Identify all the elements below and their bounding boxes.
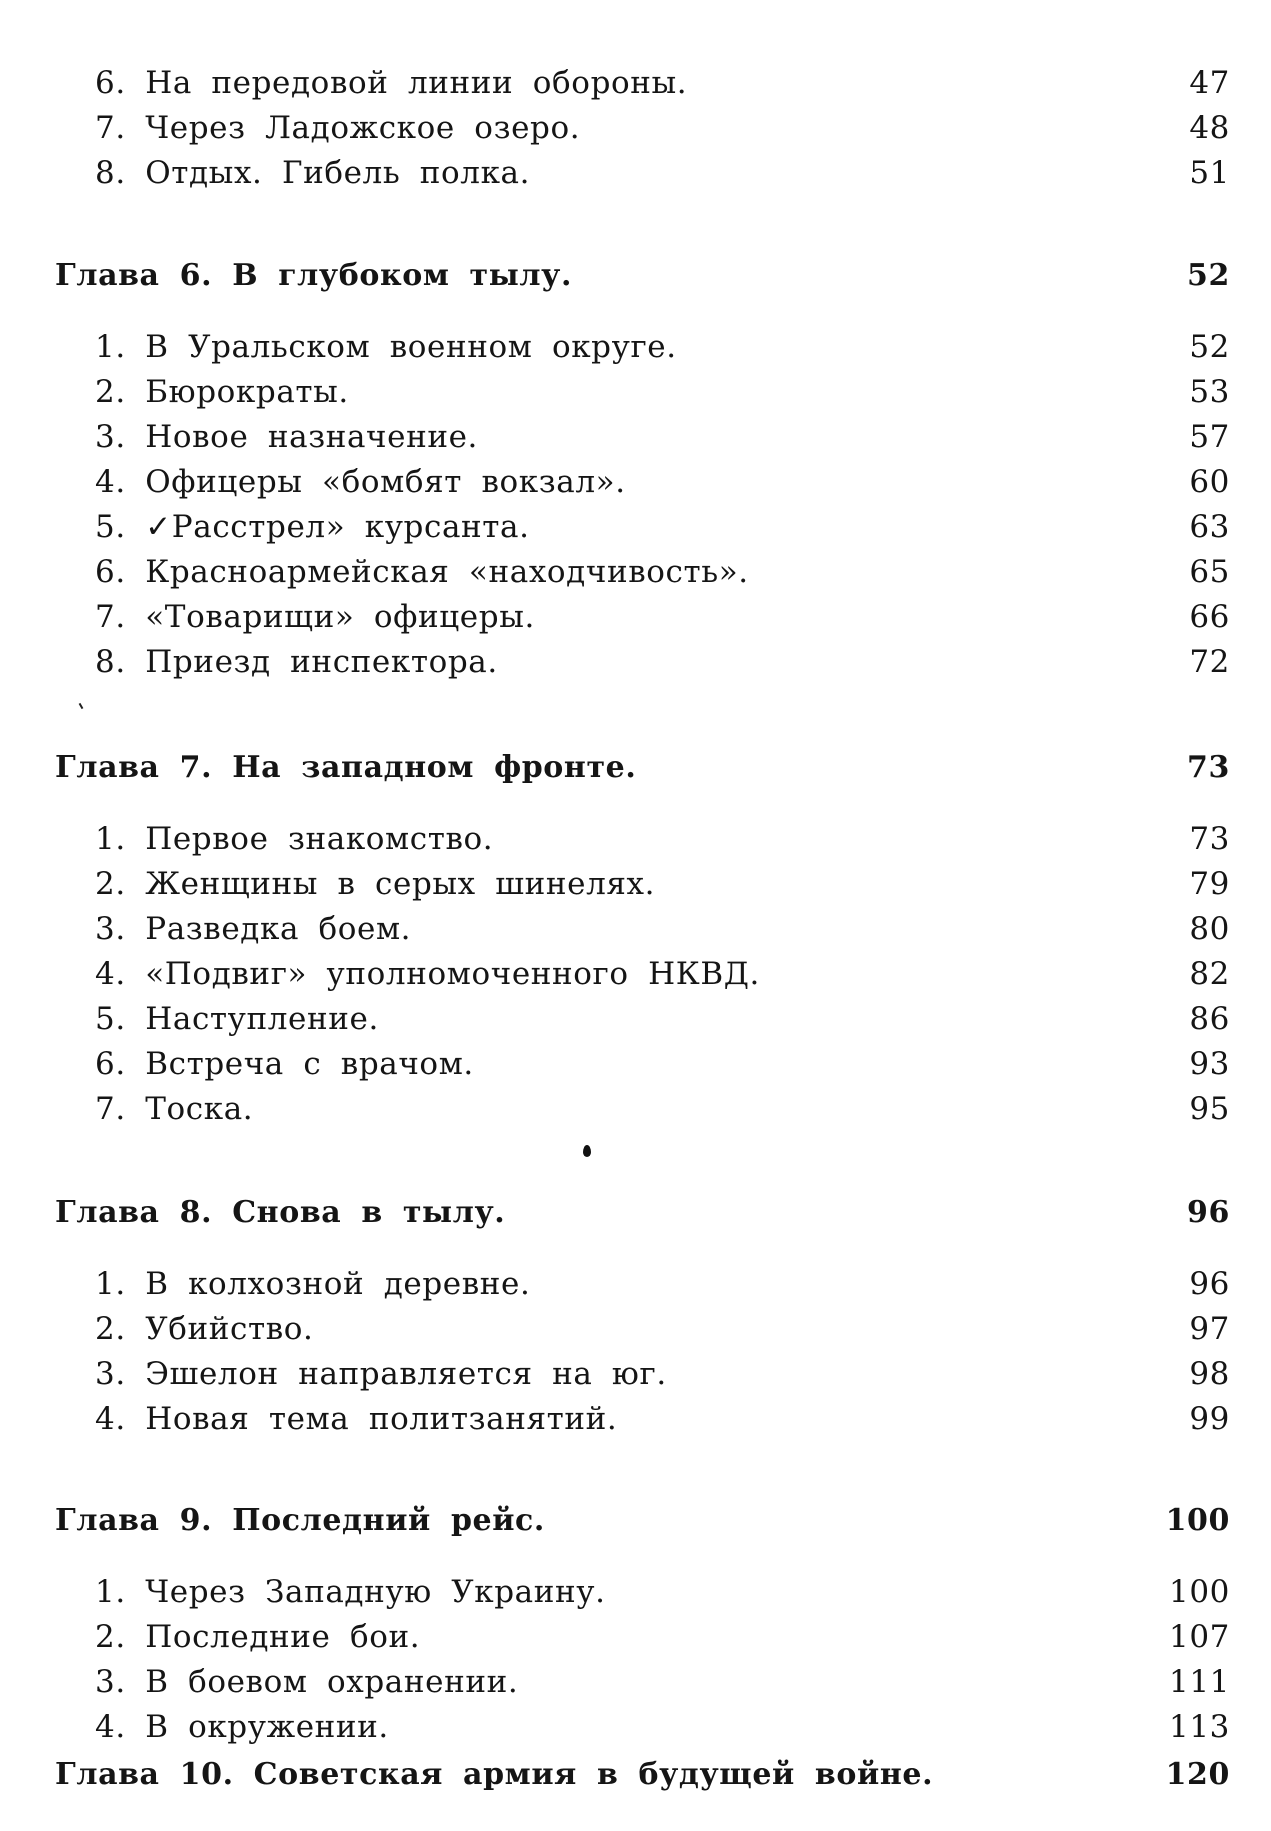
toc-item-label: 6. Встреча с врачом.: [95, 1046, 474, 1082]
toc-item-page: 66: [1189, 599, 1230, 635]
toc-item-label: 6. Красноармейская «находчивость».: [95, 554, 749, 590]
toc-item: [55, 1570, 1230, 1614]
toc-item-page: 97: [1189, 1311, 1230, 1347]
toc-item-page: 107: [1169, 1619, 1230, 1655]
toc-item: [55, 1307, 1230, 1351]
toc-item-label: 2. Женщины в серых шинелях.: [95, 866, 656, 902]
toc-item-page: 60: [1189, 464, 1230, 500]
toc-item: [55, 1262, 1230, 1306]
toc-chapter-label: Глава 9. Последний рейс.: [55, 1502, 545, 1538]
toc-item-page: 99: [1189, 1401, 1230, 1437]
toc-item-label: 7. Через Ладожское озеро.: [95, 110, 581, 146]
ink-blot: [583, 1145, 591, 1157]
toc-chapter-label: Глава 7. На западном фронте.: [55, 749, 637, 785]
toc-chapter-label: Глава 8. Снова в тылу.: [55, 1194, 506, 1230]
toc-item-label: 3. Новое назначение.: [95, 419, 479, 455]
toc-item: [55, 106, 1230, 150]
toc-item-label: 6. На передовой линии обороны.: [95, 65, 688, 101]
toc-item: [55, 640, 1230, 684]
toc-item: [55, 325, 1230, 369]
toc-item-page: 53: [1189, 374, 1230, 410]
toc-item-page: 80: [1189, 911, 1230, 947]
toc-item-label: 7. «Товарищи» офицеры.: [95, 599, 535, 635]
toc-chapter-heading: [55, 1752, 1230, 1796]
toc-item: [55, 1705, 1230, 1749]
toc-item-page: 95: [1189, 1091, 1230, 1127]
toc-item: [55, 997, 1230, 1041]
toc-item-label: 2. Бюрократы.: [95, 374, 349, 410]
toc-item: [55, 862, 1230, 906]
toc-item-page: 93: [1189, 1046, 1230, 1082]
toc-item-page: 65: [1189, 554, 1230, 590]
toc-item-label: 8. Отдых. Гибель полка.: [95, 155, 531, 191]
toc-item-label: 3. Эшелон направляется на юг.: [95, 1356, 667, 1392]
toc-chapter-heading: [55, 1498, 1230, 1542]
toc-item-label: 1. Первое знакомство.: [95, 821, 494, 857]
toc-item: [55, 817, 1230, 861]
toc-item-label: 1. В Уральском военном округе.: [95, 329, 677, 365]
toc-chapter-heading: [55, 253, 1230, 297]
toc-item-label: 3. В боевом охранении.: [95, 1664, 519, 1700]
toc-item-label: 1. Через Западную Украину.: [95, 1574, 606, 1610]
toc-item-label: 8. Приезд инспектора.: [95, 644, 498, 680]
toc-item-page: 48: [1189, 110, 1230, 146]
toc-item: [55, 1042, 1230, 1086]
toc-item-page: 72: [1189, 644, 1230, 680]
toc-item-label: 4. Новая тема политзанятий.: [95, 1401, 618, 1437]
toc-item: [55, 415, 1230, 459]
toc-item: [55, 61, 1230, 105]
toc-item-page: 51: [1189, 155, 1230, 191]
toc-item: [55, 550, 1230, 594]
toc-item-page: 47: [1189, 65, 1230, 101]
toc-chapter-page: 96: [1187, 1194, 1230, 1230]
toc-item-label: 3. Разведка боем.: [95, 911, 412, 947]
toc-item-label: 4. Офицеры «бомбят вокзал».: [95, 464, 626, 500]
toc-chapter-page: 120: [1165, 1756, 1230, 1792]
toc-item-label: 2. Последние бои.: [95, 1619, 421, 1655]
toc-item: [55, 595, 1230, 639]
toc-item: [55, 370, 1230, 414]
toc-chapter-page: 100: [1165, 1502, 1230, 1538]
toc-item: [55, 1087, 1230, 1131]
toc-item-page: 96: [1189, 1266, 1230, 1302]
toc-item: [55, 151, 1230, 195]
toc-item: [55, 1352, 1230, 1396]
toc-item-label: 4. «Подвиг» уполномоченного НКВД.: [95, 956, 760, 992]
toc-item-label: 2. Убийство.: [95, 1311, 314, 1347]
toc-item-page: 82: [1189, 956, 1230, 992]
toc-item-page: 113: [1169, 1709, 1230, 1745]
toc-item-page: 111: [1169, 1664, 1230, 1700]
toc-item-page: 52: [1189, 329, 1230, 365]
toc-item-label: 7. Тоска.: [95, 1091, 254, 1127]
toc-item-page: 57: [1189, 419, 1230, 455]
toc-item: [55, 1660, 1230, 1704]
toc-item: [55, 1397, 1230, 1441]
toc-chapter-label: Глава 10. Советская армия в будущей войне.: [55, 1756, 934, 1792]
toc-item: [55, 505, 1230, 549]
toc-item-label: 4. В окружении.: [95, 1709, 389, 1745]
toc-item-page: 86: [1189, 1001, 1230, 1037]
toc-chapter-heading: [55, 1190, 1230, 1234]
toc-chapter-heading: [55, 745, 1230, 789]
toc-chapter-page: 73: [1187, 749, 1230, 785]
toc-item: [55, 952, 1230, 996]
toc-item-page: 79: [1189, 866, 1230, 902]
toc-item-page: 100: [1169, 1574, 1230, 1610]
toc-item-label: 1. В колхозной деревне.: [95, 1266, 531, 1302]
toc-chapter-label: Глава 6. В глубоком тылу.: [55, 257, 572, 293]
toc-item: [55, 460, 1230, 504]
toc-item-page: 73: [1189, 821, 1230, 857]
toc-item-page: 98: [1189, 1356, 1230, 1392]
toc-item: [55, 907, 1230, 951]
toc-item: [55, 1615, 1230, 1659]
toc-item-label: 5. ✓Расстрел» курсанта.: [95, 509, 530, 545]
toc-chapter-page: 52: [1187, 257, 1230, 293]
toc-item-label: 5. Наступление.: [95, 1001, 379, 1037]
toc-item-page: 63: [1189, 509, 1230, 545]
print-speck: [79, 703, 84, 709]
